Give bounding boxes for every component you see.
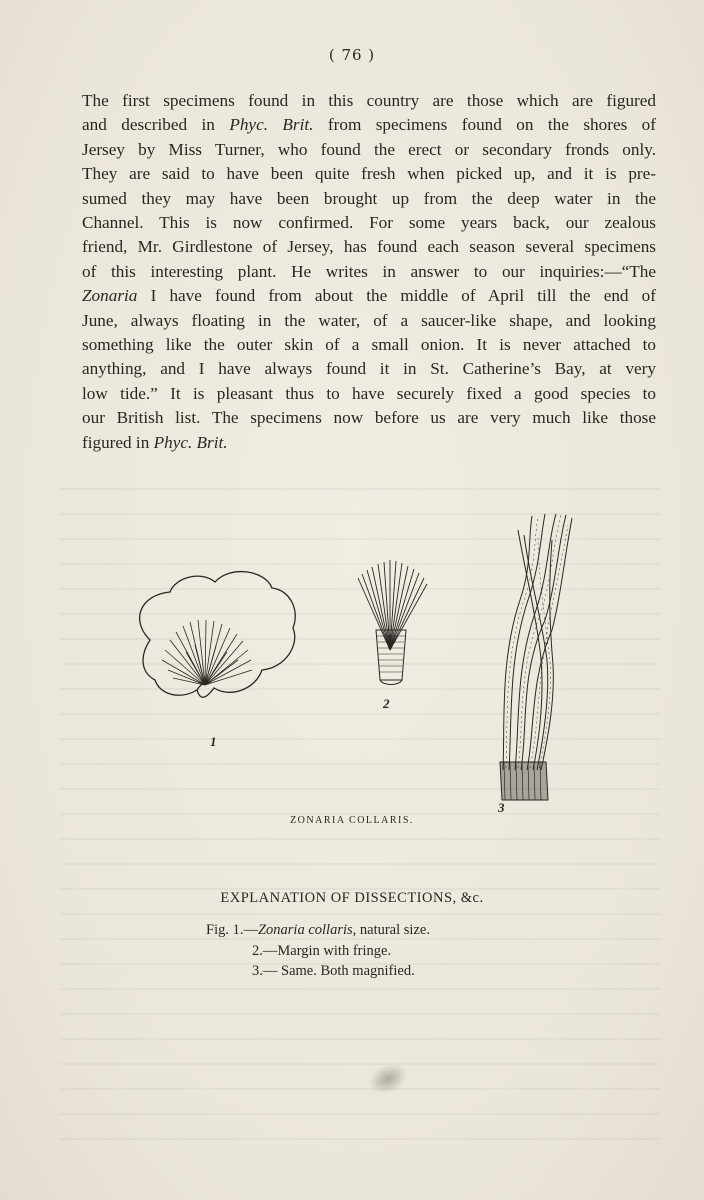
explanation-item: Fig. 1.—Zonaria collaris, natural size. [206, 922, 430, 938]
fig-1-frond-drawing [140, 572, 296, 698]
text-line: of this interesting plant. He writes in answer to our inquiries:—“The [82, 261, 656, 281]
figure-label-3: 3 [498, 800, 505, 815]
figure-zonaria [0, 500, 704, 830]
text-line: Jersey by Miss Turner, who found the erect or secondary fronds only. [82, 139, 656, 159]
fig-3-strands-drawing [500, 514, 572, 800]
text-line: The first specimens found in this country are those which are figured [82, 91, 656, 110]
text-line: figured in Phyc. Brit. [82, 432, 228, 452]
figure-label-1: 1 [210, 734, 217, 749]
text-line: Channel. This is now confirmed. For some years back, our zealous [82, 213, 656, 233]
explanation-item: 2.—Margin with fringe. [252, 942, 392, 959]
text-line: low tide.” It is pleasant thus to have securely fixed a good species to [82, 383, 656, 403]
botanical-illustration [0, 500, 704, 830]
text-line: June, always floating in the water, of a saucer-like shape, and looking [82, 310, 656, 330]
body-paragraph [82, 89, 656, 455]
text-line: anything, and I have always found it in St. Catherine’s Bay, at very [82, 359, 656, 379]
explanation-list [206, 920, 606, 982]
text-line: our British list. The specimens now before us are very much like those [82, 408, 656, 428]
text-line: friend, Mr. Girdlestone of Jersey, has found each season several specimens [82, 237, 656, 257]
text-line: Zonaria I have found from about the middle of April till the end of [82, 286, 656, 306]
text-line: sumed they may have been brought up from the deep water in the [82, 188, 656, 208]
text-line: and described in Phyc. Brit. from specimens found on the shores of [82, 115, 657, 135]
figure-caption: ZONARIA COLLARIS. [290, 815, 414, 826]
figure-label-2: 2 [383, 696, 390, 711]
text-line: something like the outer skin of a small onion. It is never attached to [82, 335, 656, 355]
text-line: They are said to have been quite fresh when picked up, and it is pre- [82, 164, 656, 184]
page-number: ( 76 ) [328, 46, 376, 64]
fig-2-fringe-drawing [358, 560, 427, 685]
explanation-heading: EXPLANATION OF DISSECTIONS, &c. [220, 890, 484, 906]
explanation-item: 3.— Same. Both magnified. [252, 963, 415, 979]
